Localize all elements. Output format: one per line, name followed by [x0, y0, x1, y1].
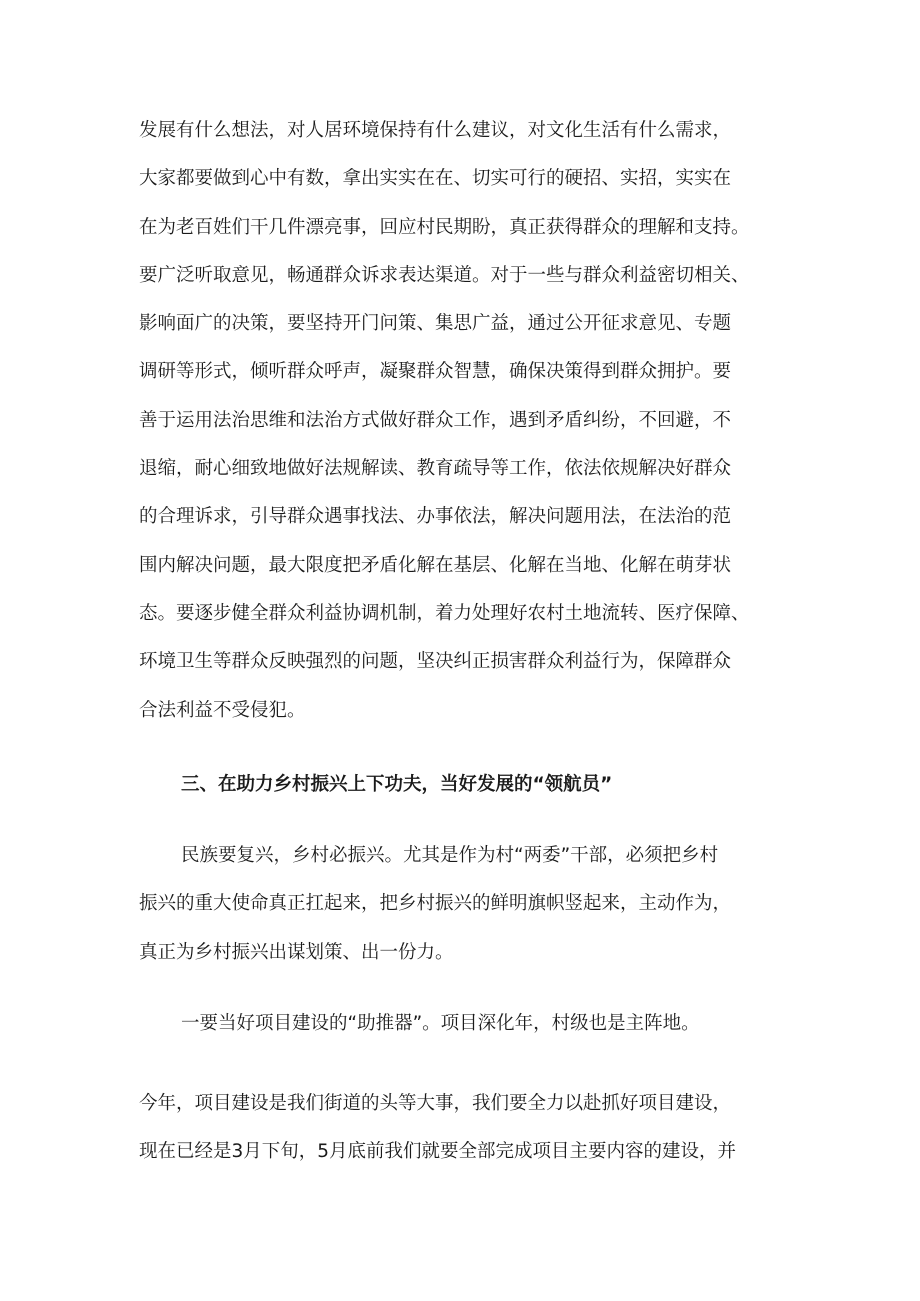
text-line: 现在已经是3月下旬，5月底前我们就要全部完成项目主要内容的建设，并	[139, 1141, 737, 1163]
text-line: 今年，项目建设是我们街道的头等大事，我们要全力以赴抓好项目建设，	[139, 1093, 732, 1114]
text-line: 要广泛听取意见，畅通群众诉求表达渠道。对于一些与群众利益密切相关、	[139, 264, 750, 286]
text-line: 环境卫生等群众反映强烈的问题，坚决纠正损害群众利益行为，保障群众	[139, 651, 732, 673]
text-line: 的合理诉求，引导群众遇事找法、办事依法，解决问题用法，在法治的范	[139, 506, 732, 528]
text-line: 在为老百姓们干几件漂亮事，回应村民期盼，真正获得群众的理解和支持。	[139, 216, 750, 238]
text-line: 善于运用法治思维和法治方式做好群众工作，遇到矛盾纠纷，不回避，不	[139, 409, 732, 431]
text-line: 影响面广的决策，要坚持开门问策、集思广益，通过公开征求意见、专题	[139, 313, 732, 335]
text-line: 发展有什么想法，对人居环境保持有什么建议，对文化生活有什么需求，	[139, 120, 732, 141]
text-line: 真正为乡村振兴出谋划策、出一份力。	[139, 941, 454, 963]
text-line: 大家都要做到心中有数，拿出实实在在、切实可行的硬招、实招，实实在	[139, 168, 732, 190]
text-line: 民族要复兴，乡村必振兴。尤其是作为村“两委”干部，必须把乡村	[181, 845, 719, 866]
text-line: 振兴的重大使命真正扛起来，把乡村振兴的鲜明旗帜竖起来，主动作为，	[139, 893, 732, 915]
paragraph-project-construction	[139, 1080, 799, 1177]
text-line: 退缩，耐心细致地做好法规解读、教育疏导等工作，依法依规解决好群众	[139, 458, 732, 480]
text-line: 一要当好项目建设的“助推器”。项目深化年，村级也是主阵地。	[181, 1013, 700, 1034]
paragraph-public-opinion	[139, 107, 799, 735]
section-heading-three: 三、在助力乡村振兴上下功夫，当好发展的“领航员”	[181, 774, 613, 795]
text-line: 合法利益不受侵犯。	[139, 699, 306, 721]
text-line: 态。要逐步健全群众利益协调机制，着力处理好农村土地流转、医疗保障、	[139, 602, 750, 624]
text-line: 围内解决问题，最大限度把矛盾化解在基层、化解在当地、化解在萌芽状	[139, 554, 732, 576]
text-line: 调研等形式，倾听群众呼声，凝聚群众智慧，确保决策得到群众拥护。要	[139, 361, 732, 383]
paragraph-project-booster	[139, 1000, 799, 1048]
paragraph-rural-revitalization	[139, 832, 799, 977]
